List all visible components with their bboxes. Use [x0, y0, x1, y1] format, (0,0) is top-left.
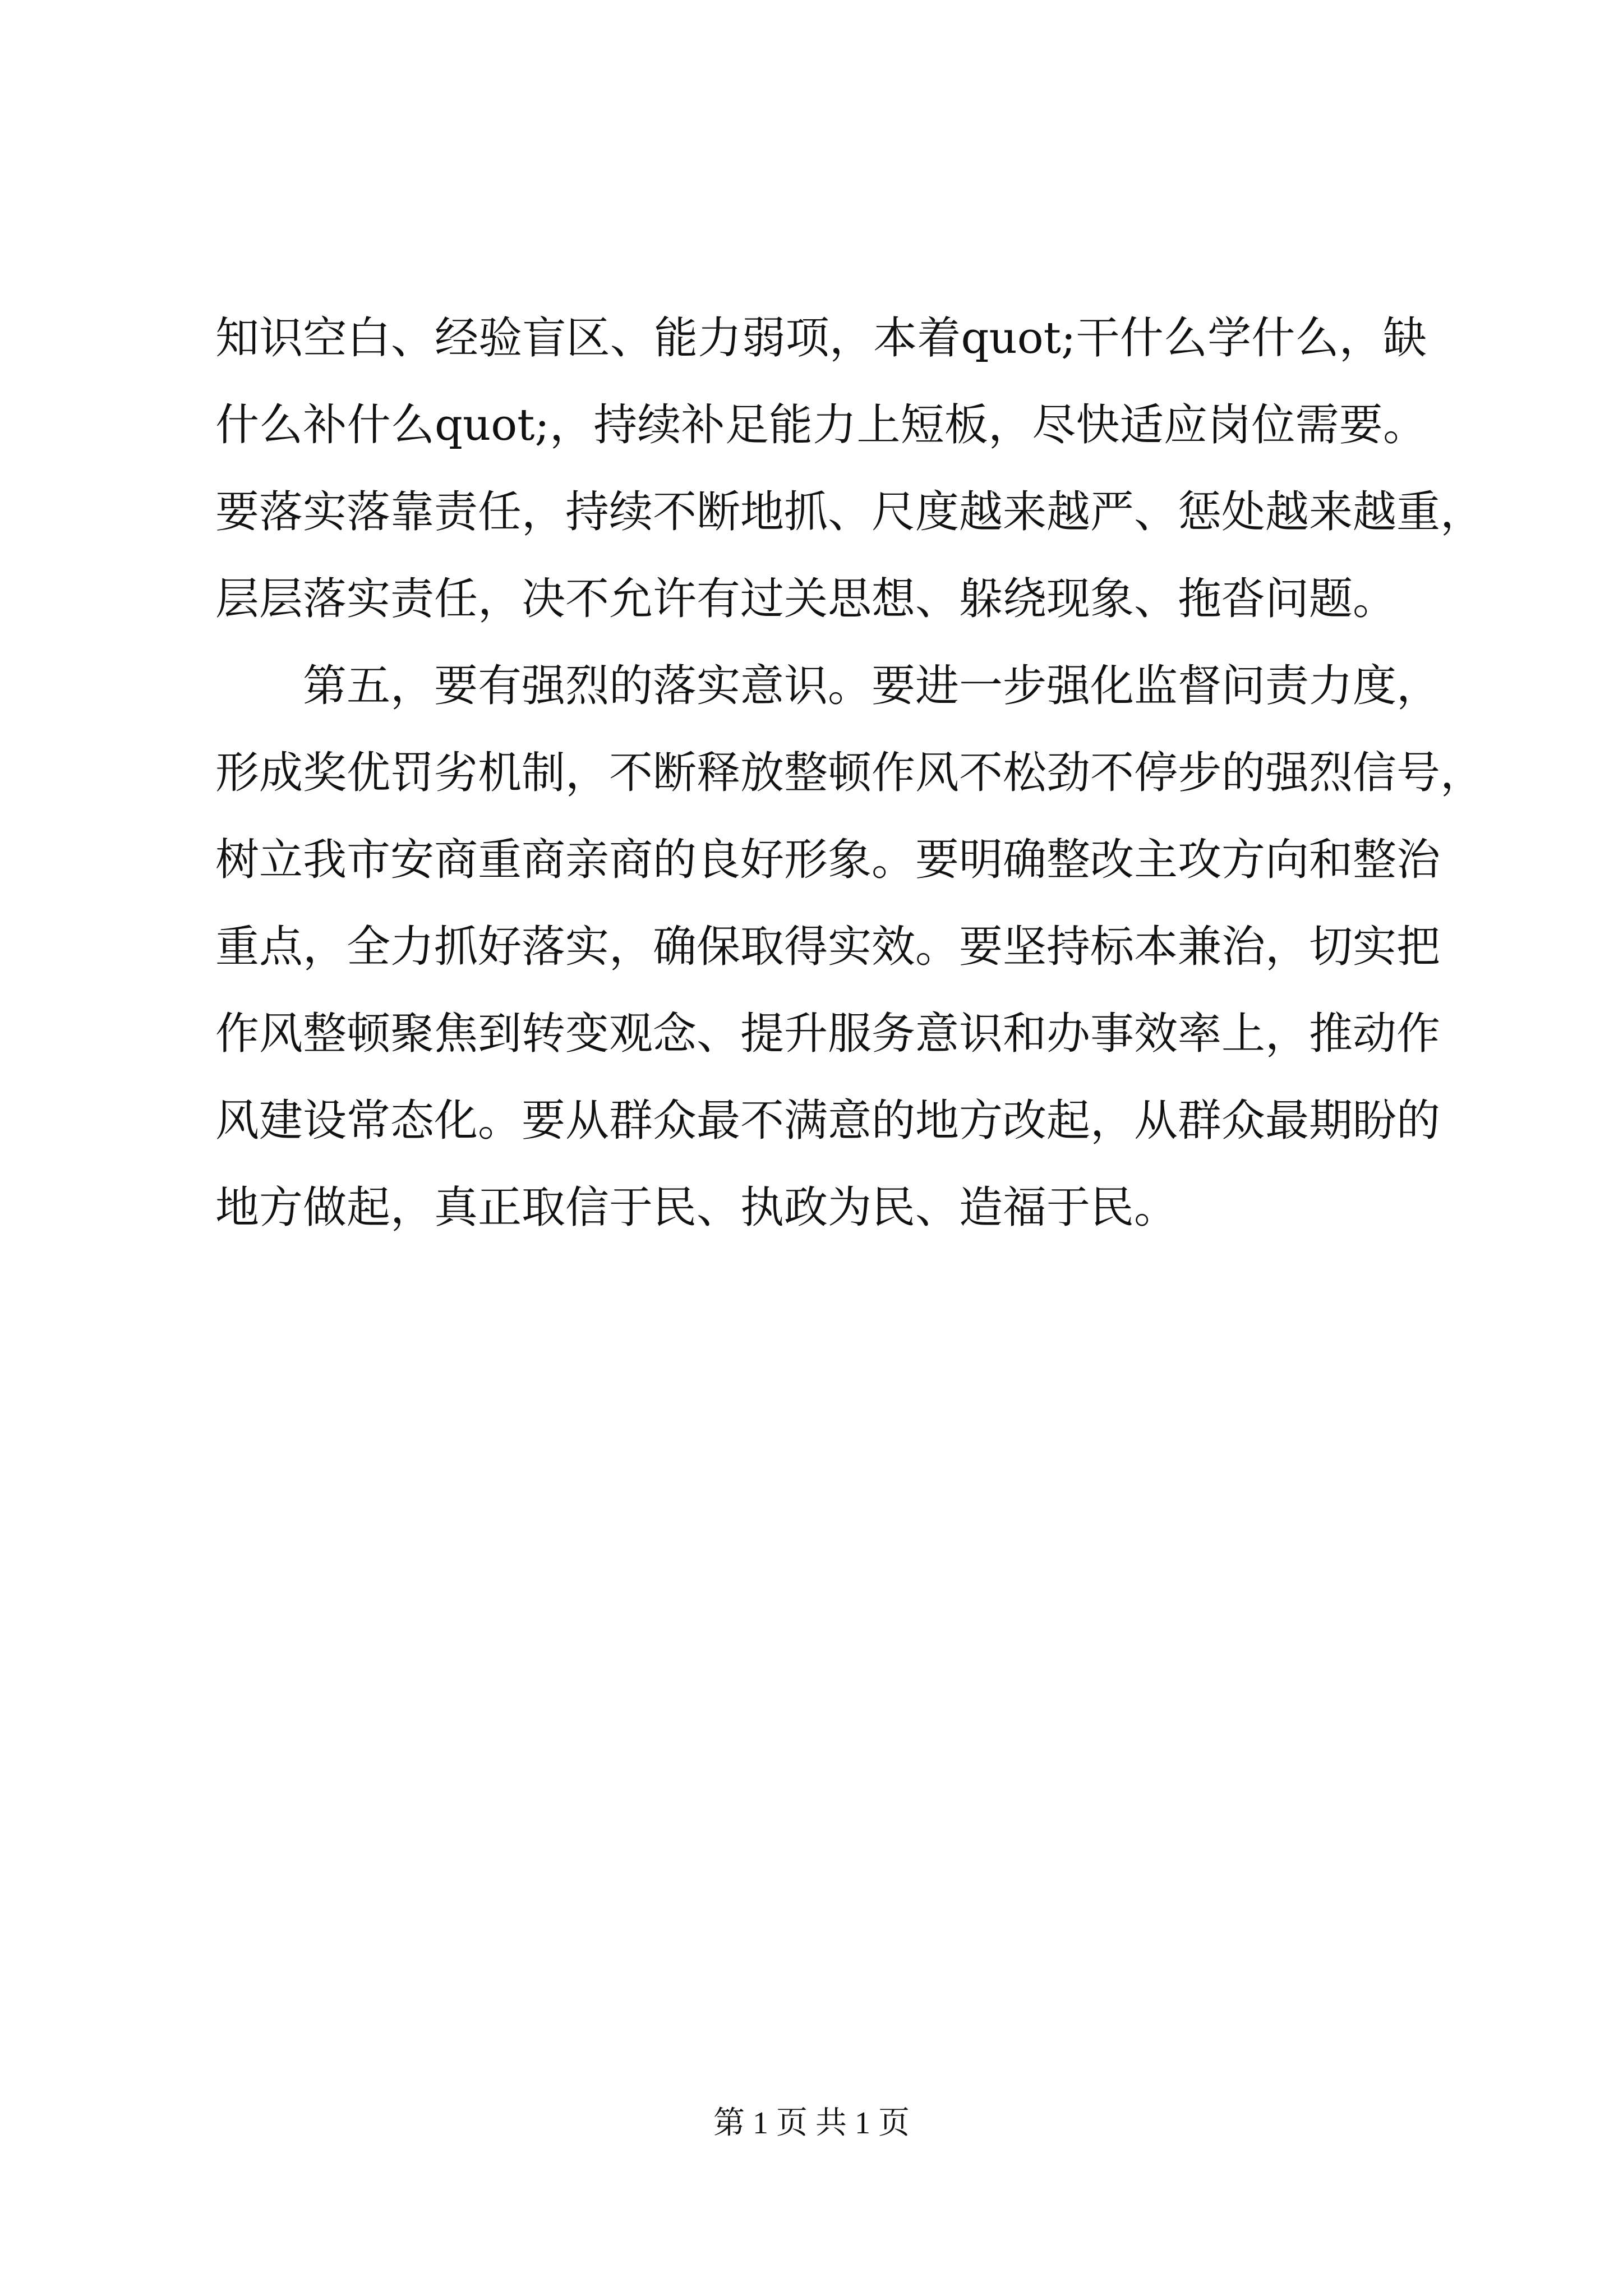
text-line: 知识空白、经验盲区、能力弱项，本着quot;干什么学什么，缺 [215, 313, 1427, 364]
text-line: 地方做起，真正取信于民、执政为民、造福于民。 [215, 1182, 1178, 1233]
text-line: 第五，要有强烈的落实意识。要进一步强化监督问责力度， [215, 661, 1441, 711]
page-number-footer: 第 1 页 共 1 页 [713, 2106, 910, 2141]
body-text [215, 295, 1484, 1251]
text-line: 风建设常态化。要从群众最不满意的地方改起，从群众最期盼的 [215, 1096, 1441, 1146]
text-line: 树立我市安商重商亲商的良好形象。要明确整改主攻方向和整治 [215, 835, 1441, 885]
text-line: 作风整顿聚焦到转变观念、提升服务意识和办事效率上，推动作 [215, 1009, 1441, 1059]
text-line: 要落实落靠责任，持续不断地抓、尺度越来越严、惩处越来越重， [215, 487, 1484, 537]
text-line: 形成奖优罚劣机制，不断释放整顿作风不松劲不停步的强烈信号， [215, 748, 1484, 798]
text-line: 层层落实责任，决不允许有过关思想、躲绕现象、拖沓问题。 [215, 574, 1397, 624]
text-line: 什么补什么quot;，持续补足能力上短板，尽快适应岗位需要。 [215, 400, 1427, 450]
text-line: 重点，全力抓好落实，确保取得实效。要坚持标本兼治，切实把 [215, 922, 1441, 972]
